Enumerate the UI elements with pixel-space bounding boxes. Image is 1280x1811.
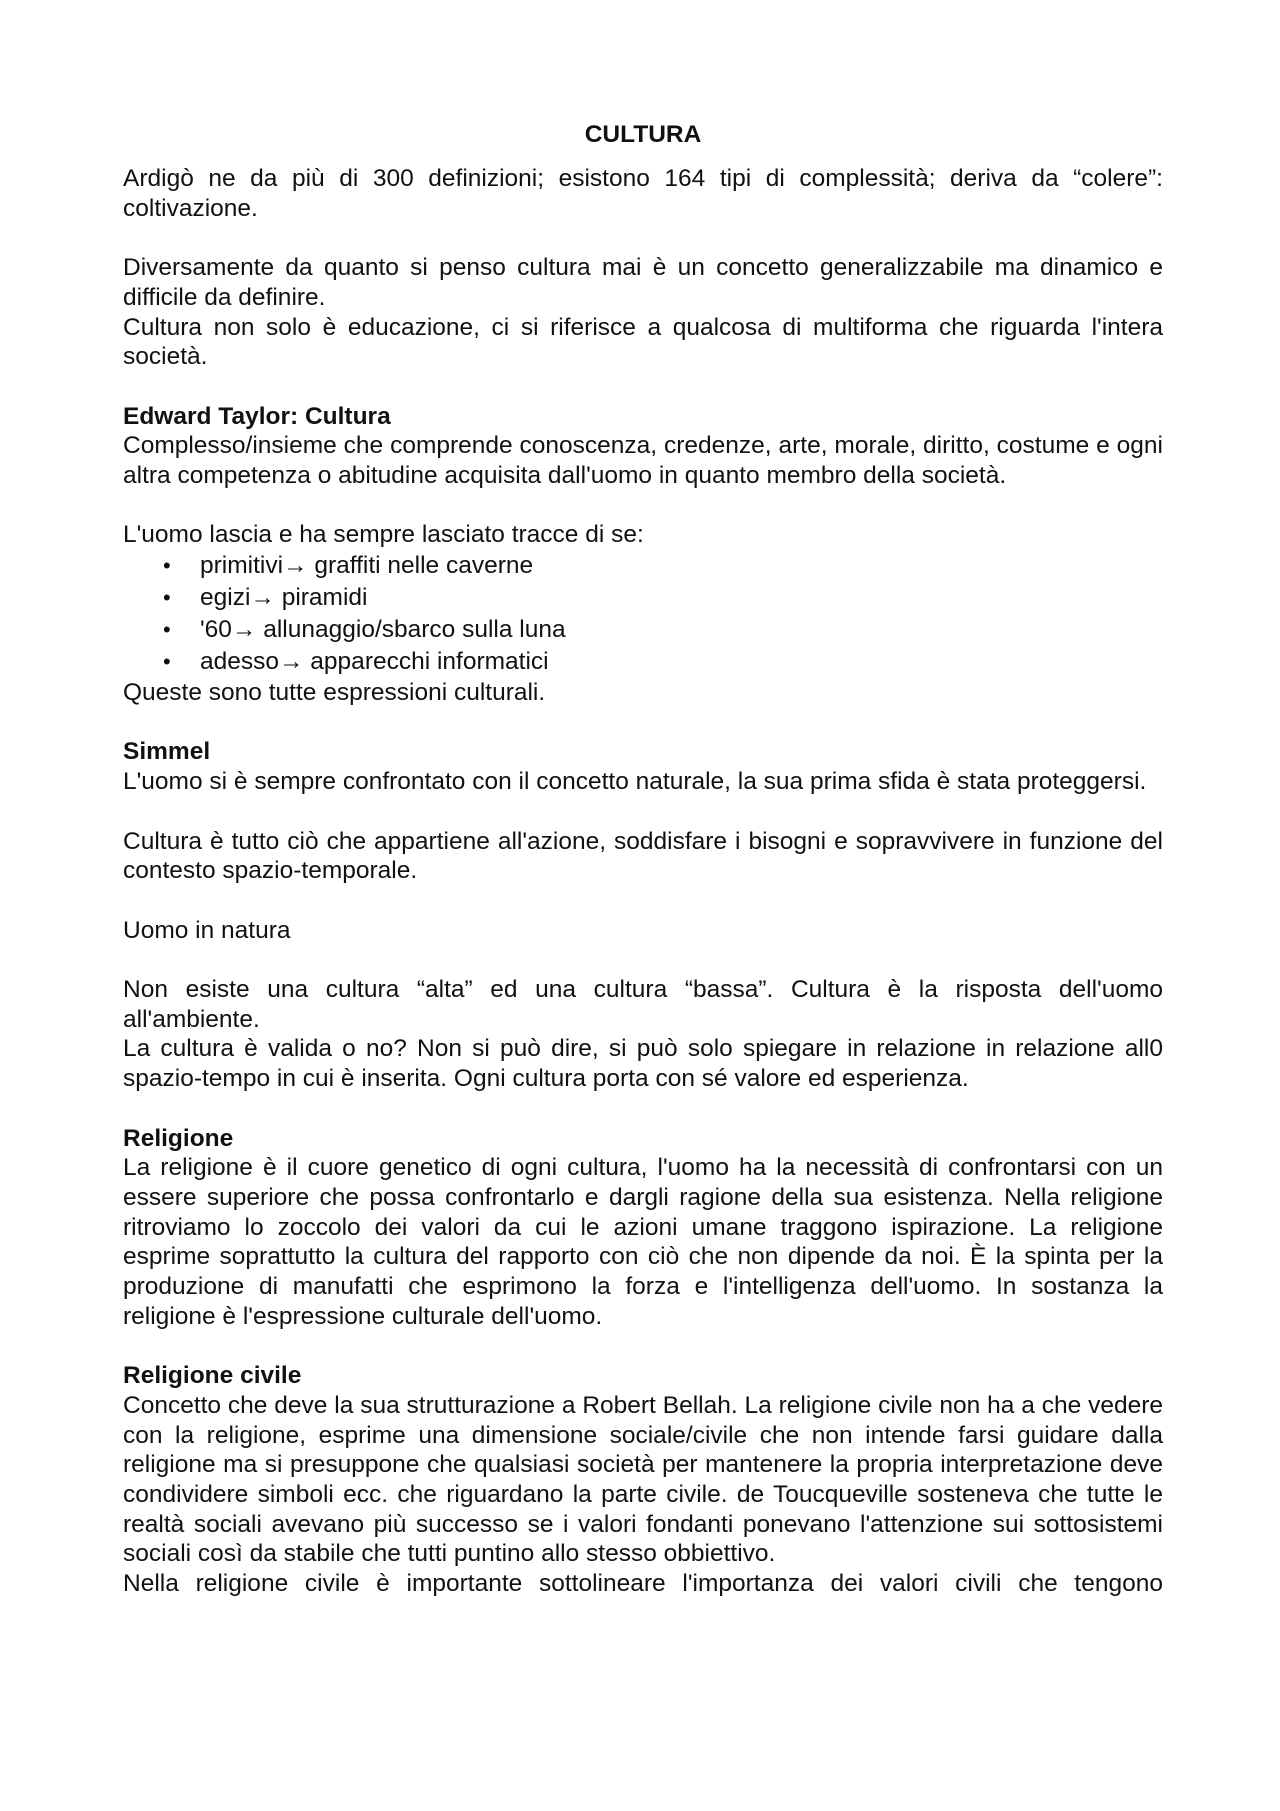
simmel-paragraph-5: La cultura è valida o no? Non si può dire, si può solo spiegare in relazione in relazione all0 spazio-tempo in cui è inserita. Ogni cultura porta con sé valore ed esperienza. [123, 1035, 1163, 1093]
simmel-paragraph-4: Non esiste una cultura “alta” ed una cultura “bassa”. Cultura è la risposta dell'uomo all'ambiente. [123, 976, 1163, 1033]
spacer [123, 797, 1163, 827]
spacer [123, 945, 1163, 975]
religione-paragraph: La religione è il cuore genetico di ogni cultura, l'uomo ha la necessità di confrontarsi con un essere superiore che possa confrontarlo e dargli ragione della sua esistenza. Nella religione ritroviamo lo zoccolo dei valori da cui le azioni umane traggono ispirazione. La religione esprime soprattutto la cultura del rapporto con ciò che non dipende da noi. È la spinta per la produzione di manufatti che esprimono la forza e l'intelligenza dell'uomo. In sostanza la religione è l'espressione culturale dell'uomo. [123, 1154, 1163, 1330]
list-item [163, 614, 1163, 646]
religione-civile-paragraph: Concetto che deve la sua strutturazione a Robert Bellah. La religione civile non ha a che vedere con la religione, esprime una dimensione sociale/civile che non intende farsi guidare dalla religione ma si presuppone che qualsiasi società per mantenere la propria interpretazione deve condividere simboli ecc. che riguardano la parte civile. de Toucqueville sosteneva che tutte le realtà sociali avevano più successo se i valori fondanti ponevano l'attenzione sui sottosistemi sociali così da stabile che tutti puntino allo stesso obbiettivo. [123, 1391, 1163, 1568]
bullet-icon: • [163, 553, 171, 579]
section-heading-taylor: Edward Taylor: Cultura [123, 402, 391, 430]
spacer [123, 886, 1163, 916]
spacer [123, 708, 1163, 738]
list-item-text: '60→ allunaggio/sbarco sulla luna [200, 616, 566, 644]
simmel-paragraph-3: Uomo in natura [123, 916, 291, 944]
spacer [123, 1331, 1163, 1361]
bullet-icon: • [163, 649, 171, 675]
section-heading-religione: Religione [123, 1124, 234, 1152]
traces-lead: L'uomo lascia e ha sempre lasciato tracce di se: [123, 521, 644, 549]
list-item [163, 550, 1163, 582]
simmel-paragraph-2: Cultura è tutto ciò che appartiene all'azione, soddisfare i bisogni e sopravvivere in funzione del contesto spazio-temporale. [123, 827, 1163, 885]
list-item [163, 582, 1163, 614]
document-page [123, 120, 1163, 1599]
section-heading-simmel: Simmel [123, 738, 211, 766]
bullet-icon: • [163, 585, 171, 611]
list-item [163, 646, 1163, 678]
section-heading-religione-civile: Religione civile [123, 1362, 302, 1390]
spacer [123, 372, 1163, 402]
spacer [123, 491, 1163, 521]
religione-civile-last-line: Nella religione civile è importante sottolineare l'importanza dei valori civili che tengono [123, 1570, 1163, 1598]
intro-paragraph-1: Ardigò ne da più di 300 definizioni; esistono 164 tipi di complessità; deriva da “colere”: coltivazione. [123, 165, 1163, 222]
traces-closing: Queste sono tutte espressioni culturali. [123, 679, 546, 707]
simmel-paragraph-1: L'uomo si è sempre confrontato con il concetto naturale, la sua prima sfida è stata proteggersi. [123, 768, 1147, 796]
traces-list [123, 550, 1163, 678]
bullet-icon: • [163, 617, 171, 643]
spacer [123, 1094, 1163, 1124]
page-title: CULTURA [584, 121, 702, 148]
list-item-text: egizi→ piramidi [200, 584, 368, 612]
intro-paragraph-2: Diversamente da quanto si penso cultura mai è un concetto generalizzabile ma dinamico e difficile da definire. [123, 254, 1163, 311]
taylor-paragraph: Complesso/insieme che comprende conoscenza, credenze, arte, morale, diritto, costume e ogni altra competenza o abitudine acquisita dall'uomo in quanto membro della società. [123, 432, 1163, 489]
spacer [123, 223, 1163, 253]
list-item-text: adesso→ apparecchi informatici [200, 648, 549, 676]
intro-paragraph-3: Cultura non solo è educazione, ci si riferisce a qualcosa di multiforma che riguarda l'intera società. [123, 313, 1163, 371]
list-item-text: primitivi→ graffiti nelle caverne [200, 552, 534, 580]
